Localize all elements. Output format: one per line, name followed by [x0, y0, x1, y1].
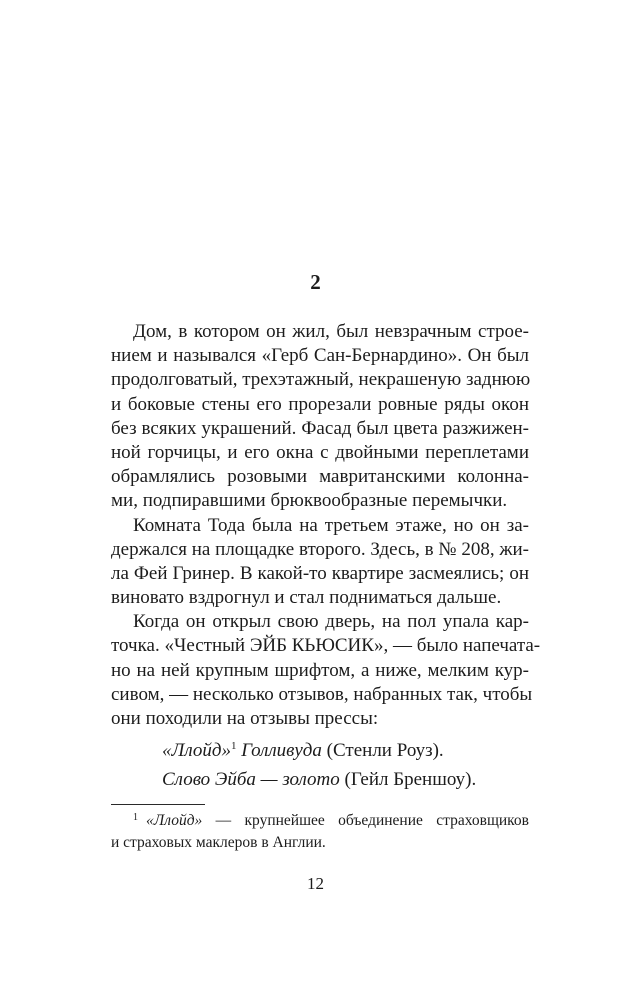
footnote-text: — крупнейшее объединение страховщиков	[202, 812, 529, 829]
text-line: сивом, — несколько отзывов, набранных так, чтобы	[111, 683, 533, 705]
footnote-mark: 1	[133, 812, 138, 823]
quote-italic: Голливуда	[236, 740, 322, 762]
text-line: ной горчицы, и его окна с двойными переплетами	[111, 441, 529, 463]
paragraph-3	[111, 610, 541, 731]
paragraph-1	[111, 320, 529, 514]
text-line: Комната Тода была на третьем этаже, но он за-	[133, 514, 529, 536]
text-line: обрамлялись розовыми мавританскими колонна-	[111, 466, 529, 488]
text-line: точка. «Честный ЭЙБ КЬЮСИК», — было напечата-	[111, 635, 541, 657]
footnote-term: «Ллойд»	[146, 812, 203, 829]
text-line: но на ней крупным шрифтом, а ниже, мелким кур-	[111, 659, 529, 681]
footnote	[111, 810, 529, 853]
text-line: продолговатый, трехэтажный, некрашеную заднюю	[111, 369, 531, 391]
text-line: они походили на отзывы прессы:	[111, 708, 379, 729]
paragraph-2	[111, 514, 529, 611]
quote-line	[111, 739, 529, 768]
text-line: Когда он открыл свою дверь, на пол упала кар-	[133, 611, 529, 633]
text-line: ми, подпиравшими брюквообразные перемычки.	[111, 490, 508, 512]
body-text	[111, 320, 541, 797]
text-line: и боковые стены его прорезали ровные ряды окон	[111, 393, 529, 415]
text-line: Дом, в котором он жил, был невзрачным строе-	[133, 321, 529, 342]
quote-attribution: (Стенли Роуз).	[321, 740, 444, 762]
chapter-number: 2	[310, 270, 321, 294]
footnote-divider	[111, 804, 205, 805]
footnote-line: и страховых маклеров в Англии.	[111, 833, 326, 851]
page-number: 12	[307, 874, 324, 893]
quote-block	[111, 739, 529, 797]
footnote-ref[interactable]: 1	[231, 740, 237, 753]
quote-attribution: (Гейл Бреншоу).	[339, 769, 477, 791]
text-line: нием и назывался «Герб Сан-Бернардино». Он был	[111, 345, 529, 367]
quote-italic: «Ллойд»	[162, 740, 231, 762]
text-line: без всяких украшений. Фасад был цвета разжижен-	[111, 417, 529, 439]
text-line: ла Фей Гринер. В какой-то квартире засмеялись; он	[111, 562, 529, 584]
footnote-line	[111, 810, 529, 832]
text-line: держался на площадке второго. Здесь, в № 208, жи-	[111, 538, 529, 560]
quote-line	[111, 768, 529, 797]
quote-italic: Слово Эйба — золото	[162, 769, 340, 791]
text-line: виновато вздрогнул и стал подниматься дальше.	[111, 587, 502, 609]
